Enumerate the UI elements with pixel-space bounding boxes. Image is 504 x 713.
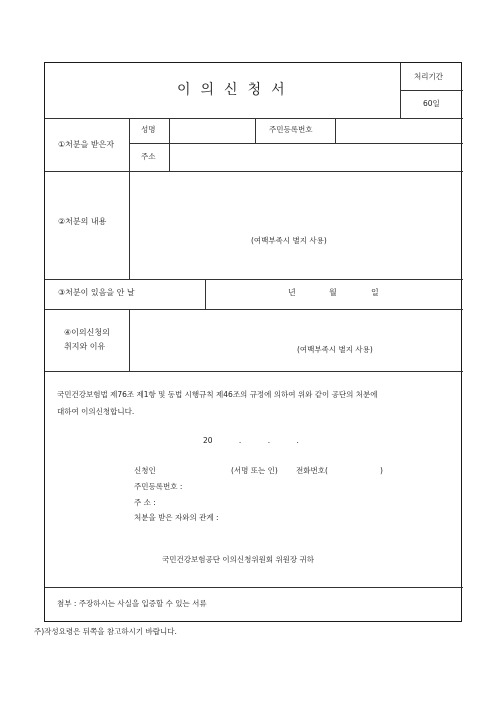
applicant-resident-number-label: 주민등록번호 : [134,482,183,491]
reason-label-line2: 취지와 이유 [64,342,106,351]
col-divider [129,118,130,171]
date-line: 20 . . . [203,436,299,445]
col-divider [129,309,130,371]
row-divider [45,279,463,280]
reason-note: (여백부족시 별지 사용) [297,345,373,354]
disposition-content-note: (여백부족시 별지 사용) [251,236,327,245]
addressee: 국민건강보험공단 이의신청위원회 위원장 귀하 [162,555,315,564]
name-label: 성명 [141,125,156,134]
row-divider [45,371,463,372]
col-divider [205,279,206,309]
phone-label: 전화번호( [296,466,328,475]
applicant-label: 신청인 [134,466,156,475]
signature-label: (서명 또는 인) [231,466,278,475]
declaration-line1: 국민건강보험법 제76조 제1항 및 동법 시행규칙 제46조의 규정에 의하여 위와 같이 공단의 처분에 [57,390,378,399]
col-divider [129,171,130,279]
applicant-target-label: ①처분을 받은자 [58,140,115,149]
col-divider [335,118,336,143]
row-divider [45,118,463,119]
applicant-address-label: 주 소 : [134,498,156,507]
declaration-line2: 대하여 이의신청합니다. [57,407,135,416]
form-title: 이의신청서 [177,82,295,98]
row-divider [45,171,463,172]
attachment-note: 첨부 : 주장하시는 사실을 입증할 수 있는 서류 [57,599,207,608]
address-label: 주소 [141,152,156,161]
reason-label-line1: ④이의신청의 [64,328,110,337]
row-divider [129,143,463,144]
row-divider [400,90,463,91]
row-divider [45,587,463,588]
year-label: 년 [288,288,296,297]
footnote: 주)작성요령은 뒤쪽을 참고하시기 바랍니다. [34,627,177,636]
phone-close: ) [380,466,383,475]
resident-number-label: 주민등록번호 [269,125,313,134]
col-divider [400,63,401,118]
col-divider [169,118,170,171]
month-label: 월 [329,288,337,297]
relation-label: 처분을 받은 자와의 관계 : [134,513,219,522]
disposition-date-label: ③처분이 있음을 안 날 [58,288,135,297]
row-divider [45,309,463,310]
processing-period-label: 처리기간 [414,72,443,81]
day-label: 일 [371,288,379,297]
disposition-content-label: ②처분의 내용 [58,217,107,226]
processing-period-value: 60일 [423,99,440,108]
col-divider [255,118,256,143]
objection-form [44,62,462,622]
